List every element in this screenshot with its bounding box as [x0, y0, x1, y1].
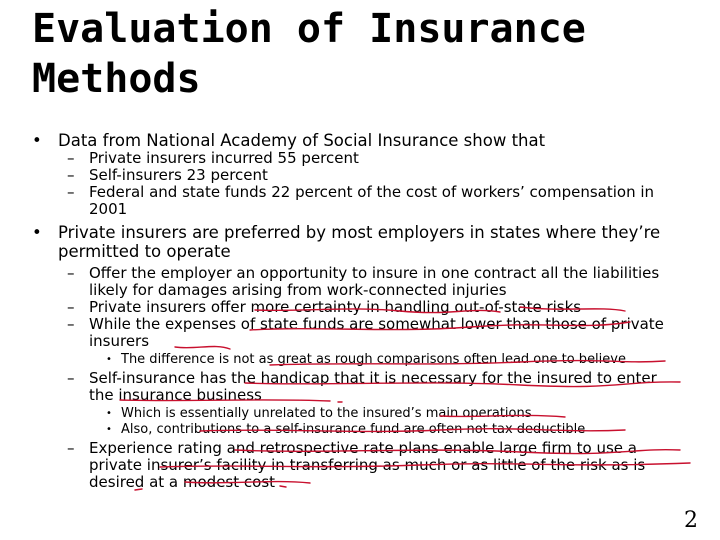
bullet-icon: •	[106, 408, 112, 419]
sub-point	[0, 184, 720, 218]
dash-icon: –	[67, 439, 75, 457]
sub-point	[0, 299, 720, 316]
sub-sub-point	[0, 352, 720, 368]
bullet-icon: •	[32, 131, 42, 150]
dash-icon: –	[67, 166, 75, 184]
sub-point	[0, 370, 720, 404]
sub-point	[0, 440, 720, 491]
sub-sub-point-text: The difference is not as great as rough comparisons often lead one to believe	[121, 352, 626, 367]
dash-icon: –	[67, 264, 75, 282]
sub-sub-point-text: Also, contributions to a self-insurance fund are often not tax deductible	[121, 422, 586, 437]
sub-sub-point	[0, 422, 720, 438]
bullet-icon: •	[32, 223, 42, 242]
sub-sub-point	[0, 406, 720, 422]
dash-icon: –	[67, 298, 75, 316]
sub-point-text: Private insurers incurred 55 percent	[89, 149, 359, 167]
slide-title: Evaluation of Insurance Methods	[32, 6, 586, 102]
bullet-icon: •	[106, 424, 112, 435]
dash-icon: –	[67, 315, 75, 333]
bullet-text: Private insurers are preferred by most employers in states where they’re permitted to operate	[58, 223, 661, 261]
sub-point-text: Federal and state funds 22 percent of the cost of workers’ compensation in 2001	[89, 183, 655, 218]
sub-point-text: Self-insurance has the handicap that it is necessary for the insured to enter the insurance business	[89, 369, 657, 404]
page-number: 2	[684, 508, 698, 533]
bullet-point-1	[0, 131, 720, 150]
sub-point-text: Offer the employer an opportunity to insure in one contract all the liabilities likely for damages arising from work-connected injuries	[89, 264, 660, 299]
bullet-icon: •	[106, 354, 112, 365]
sub-sub-point-text: Which is essentially unrelated to the insured’s main operations	[121, 406, 532, 421]
sub-point-text: Self-insurers 23 percent	[89, 166, 268, 184]
sub-point	[0, 316, 720, 350]
dash-icon: –	[67, 183, 75, 201]
sub-point	[0, 150, 720, 167]
sub-point-text: Experience rating and retrospective rate plans enable large firm to use a private insurer’s facility in transferring as much or as little of the risk as is desired at a modest cost	[89, 439, 646, 491]
dash-icon: –	[67, 369, 75, 387]
sub-point-text: While the expenses of state funds are somewhat lower than those of private insurers	[89, 315, 664, 350]
sub-point	[0, 265, 720, 299]
dash-icon: –	[67, 149, 75, 167]
sub-point	[0, 167, 720, 184]
bullet-point-2	[0, 223, 720, 261]
sub-point-text: Private insurers offer more certainty in handling out-of-state risks	[89, 298, 582, 316]
bullet-text: Data from National Academy of Social Insurance show that	[58, 131, 546, 150]
slide-body	[0, 126, 720, 491]
